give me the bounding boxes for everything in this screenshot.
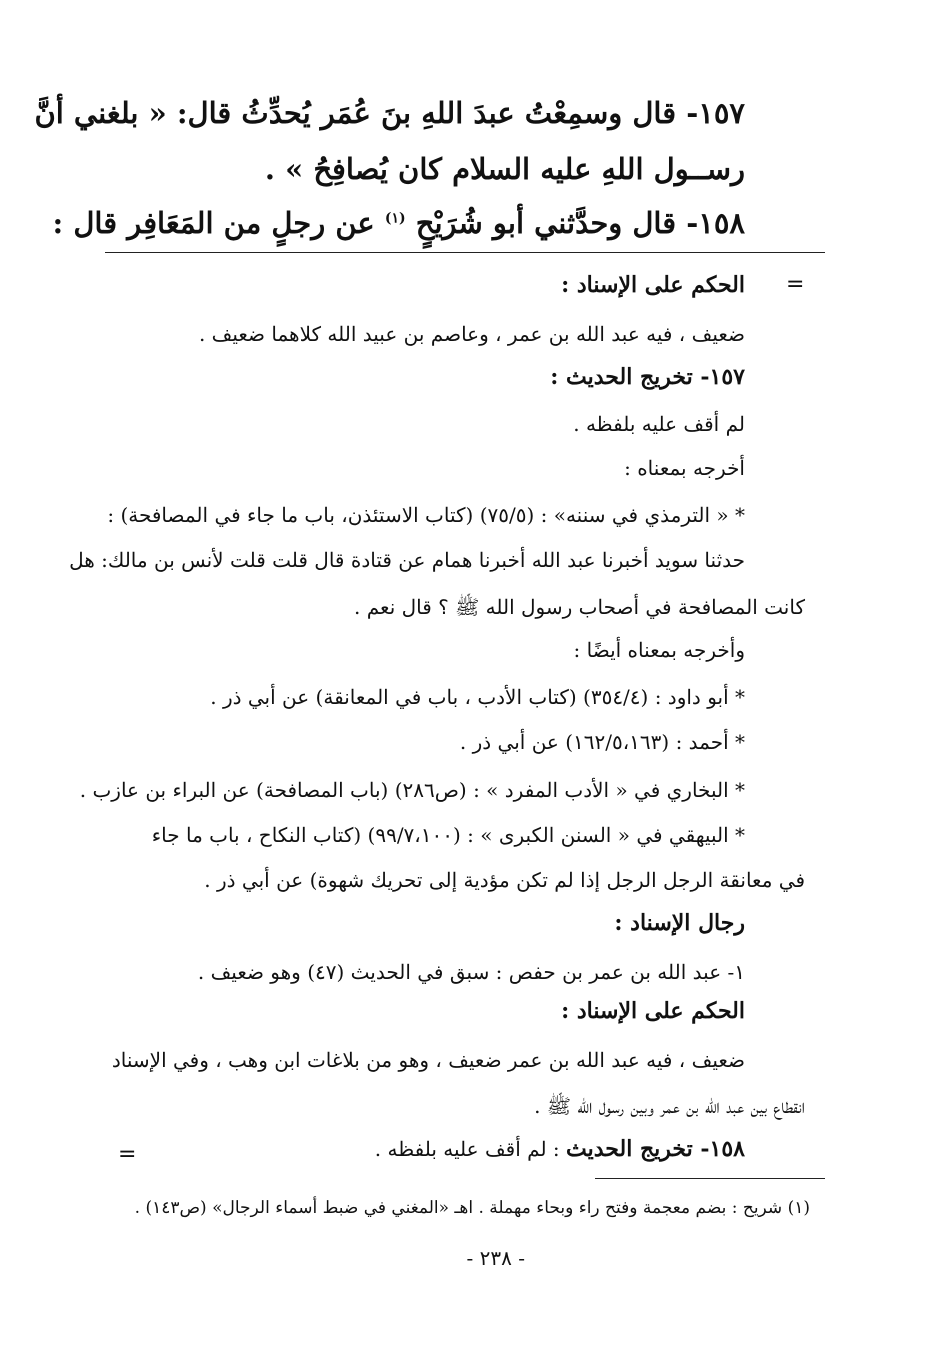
- hadith-158-line: [53, 206, 745, 240]
- rijal-heading: رجال الإسناد :: [614, 910, 745, 936]
- page-number: - ٢٣٨ -: [466, 1246, 525, 1270]
- hadith-158-end: عن رجلٍ من المَعَافِر قال :: [52, 206, 375, 240]
- separator-top: [105, 252, 825, 253]
- continuation-mark-top: =: [786, 272, 805, 297]
- abu-dawud-reference: * أبو داود : (٣٥٤/٤) (كتاب الأدب ، باب في المعانقة) عن أبي ذر .: [210, 685, 745, 709]
- ahmad-reference: * أحمد : (١٦٢/٥،١٦٣) عن أبي ذر .: [459, 730, 745, 754]
- hukm-text-2b: انقطاع بين عبد الله بن عمر وبين رسول الله ﷺ .: [534, 1094, 805, 1118]
- takhrij-157-p2: أخرجه بمعناه :: [624, 456, 745, 480]
- hadith-157-line-1: ١٥٧- قال وسمِعْتُ عبدَ اللهِ بنَ عُمَر يُحدِّثُ قال: « بلغني أنَّ: [34, 96, 745, 130]
- continuation-mark-bottom: =: [118, 1142, 137, 1167]
- takhrij-158-text: : لم أقف عليه بلفظه .: [374, 1137, 560, 1161]
- takhrij-157-heading: ١٥٧- تخريج الحديث :: [550, 364, 745, 390]
- tirmidhi-reference: * « الترمذي في سننه» : (٧٥/٥) (كتاب الاستئذن، باب ما جاء في المصافحة) :: [107, 503, 745, 527]
- bayhaqi-reference-1: * البيهقي في « السنن الكبرى » : (٩٩/٧،١٠٠) (كتاب النكاح ، باب ما جاء: [151, 823, 745, 847]
- footnote: (١) شريح : بضم معجمة وفتح راء وبحاء مهملة . اهـ «المغني في ضبط أسماء الرجال» (ص١٤٣) .: [134, 1198, 810, 1218]
- bukhari-reference: * البخاري في « الأدب المفرد » : (ص٢٨٦) (باب المصافحة) عن البراء بن عازب .: [79, 778, 745, 802]
- footnote-ref: (١): [384, 210, 406, 227]
- takhrij-157-p1: لم أقف عليه بلفظه .: [573, 412, 745, 436]
- separator-footnote: [595, 1178, 825, 1179]
- tirmidhi-text-2: كانت المصافحة في أصحاب رسول الله ﷺ ؟ قال نعم .: [354, 595, 805, 619]
- rijal-item-1: ١- عبد الله بن عمر بن حفص : سبق في الحديث (٤٧) وهو ضعيف .: [197, 960, 745, 984]
- bayhaqi-reference-2: في معانقة الرجل الرجل إذا لم تكن مؤدية إلى تحريك شهوة) عن أبي ذر .: [204, 868, 805, 892]
- hadith-157-line-2: رســول اللهِ عليه السلام كان يُصافِحُ » .: [264, 152, 745, 186]
- hukm-heading-1: الحكم على الإسناد :: [561, 272, 745, 298]
- hukm-heading-2: الحكم على الإسناد :: [561, 998, 745, 1024]
- hukm-text-2a: ضعيف ، فيه عبد الله بن عمر ضعيف ، وهو من بلاغات ابن وهب ، وفي الإسناد: [111, 1048, 745, 1072]
- takhrij-158-line: [375, 1136, 745, 1162]
- hukm-text-1: ضعيف ، فيه عبد الله بن عمر ، وعاصم بن عبيد الله كلاهما ضعيف .: [198, 322, 745, 346]
- tirmidhi-text-1: حدثنا سويد أخبرنا عبد الله أخبرنا همام عن قتادة قال قلت قلت لأنس بن مالك: هل: [69, 548, 745, 572]
- takhrij-158-heading: ١٥٨- تخريج الحديث: [566, 1136, 745, 1162]
- hadith-158-start: ١٥٨- قال وحدَّثني أبو شُرَيْحٍ: [415, 206, 745, 240]
- also-line: وأخرجه بمعناه أيضًا :: [573, 638, 745, 662]
